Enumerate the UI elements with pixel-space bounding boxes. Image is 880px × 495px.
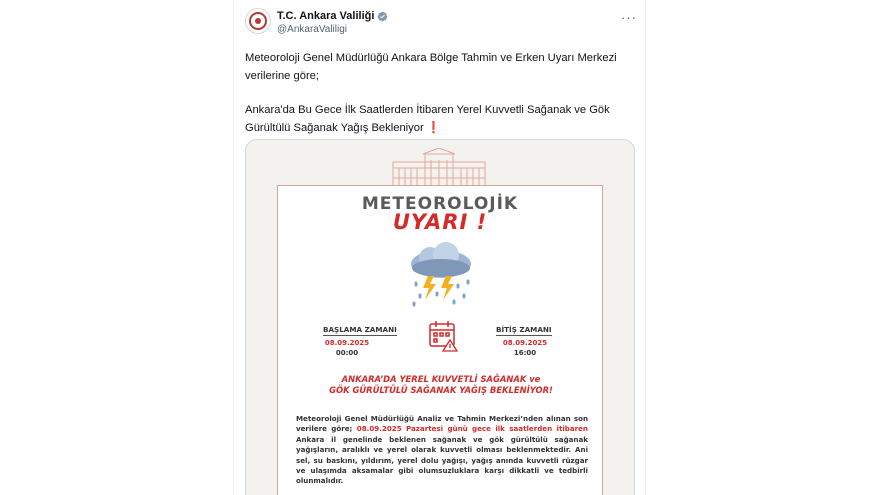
body-text-part-1: Meteoroloji Genel Müdürlüğü Analiz ve Tahmin Merkezi’nden alınan son verilere göre; bbox=[296, 414, 588, 434]
poster-body-text bbox=[296, 414, 588, 487]
poster-title: METEOROLOJİK bbox=[361, 194, 519, 214]
headline-line-2: GÖK GÜRÜLTÜLÜ SAĞANAK YAĞIŞ BEKLENİYOR! bbox=[329, 385, 553, 395]
author-name[interactable]: T.C. Ankara Valiliği bbox=[277, 10, 375, 22]
body-text-part-2: Ankara il genelinde beklenen sağanak ve gök gürültülü sağanak yağışların, aralıklı ve yerel olarak kuvvetli olması beklenmektedir. Ani sel, su baskını, yıldırım, yerel dolu yağışı, yağış anında kuvvetli rüzgar ve ulaşımda aksamalar gibi olumsuzluklara karşı dikkatli ve tedbirli olunmalıdır. bbox=[296, 434, 588, 486]
tweet-text-paragraph-2 bbox=[245, 101, 640, 137]
tweet-media-image[interactable] bbox=[245, 139, 635, 495]
start-date: 08.09.2025 bbox=[324, 339, 370, 347]
author-handle[interactable]: @AnkaraValiligi bbox=[277, 24, 347, 35]
end-time-value bbox=[480, 338, 570, 358]
poster-headline bbox=[286, 374, 596, 396]
body-text-highlight: 08.09.2025 Pazartesi günü gece ilk saatlerden itibaren bbox=[356, 424, 588, 434]
government-building-icon bbox=[389, 148, 489, 188]
warning-poster bbox=[277, 185, 603, 495]
start-hour: 00:00 bbox=[335, 349, 359, 357]
storm-cloud-icon bbox=[406, 242, 476, 312]
tweet-text-paragraph-1: Meteoroloji Genel Müdürlüğü Ankara Bölge Tahmin ve Erken Uyarı Merkezi verilerine göre; bbox=[245, 52, 617, 82]
headline-line-1: ANKARA’DA YEREL KUVVETLİ SAĞANAK ve bbox=[341, 374, 541, 384]
seal-logo-icon bbox=[249, 12, 267, 30]
end-hour: 16:00 bbox=[513, 349, 537, 357]
start-time-label: BAŞLAMA ZAMANI bbox=[323, 325, 397, 334]
poster-subtitle: UYARI ! bbox=[392, 210, 488, 234]
more-options-icon[interactable]: ··· bbox=[621, 10, 637, 25]
verified-badge-icon bbox=[377, 11, 388, 22]
start-time-value bbox=[302, 338, 392, 358]
author-avatar[interactable] bbox=[245, 8, 271, 34]
tweet-text-paragraph-2-body: Ankara'da Bu Gece İlk Saatlerden İtibaren Yerel Kuvvetli Sağanak ve Gök Gürültülü Sağanak Yağış Bekleniyor bbox=[245, 104, 610, 134]
end-date: 08.09.2025 bbox=[502, 339, 548, 347]
exclamation-emoji-icon: ❗ bbox=[426, 122, 441, 134]
author-row bbox=[277, 10, 388, 22]
end-time-label: BİTİŞ ZAMANI bbox=[496, 325, 552, 334]
calendar-alert-icon bbox=[428, 320, 458, 352]
